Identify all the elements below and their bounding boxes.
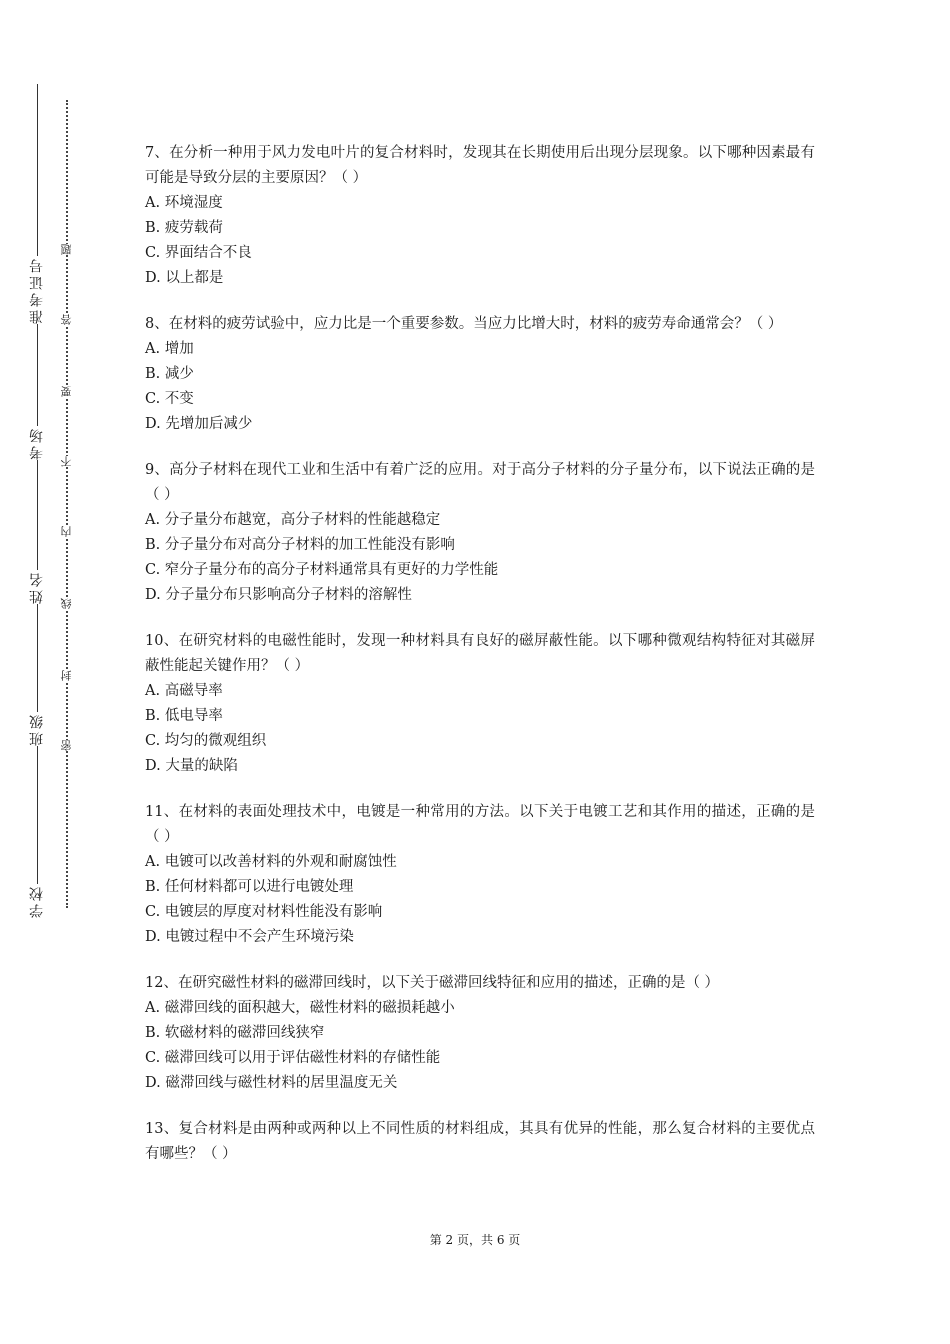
option-d: D. 磁滞回线与磁性材料的居里温度无关 (145, 1075, 398, 1091)
option-c: C. 磁滞回线可以用于评估磁性材料的存储性能 (145, 1050, 441, 1066)
seal-char: 封 (60, 670, 73, 681)
class-label: 班级 (24, 712, 50, 746)
option-b: B. 分子量分布对高分子材料的加工性能没有影响 (145, 537, 455, 553)
question-stem: 11、在材料的表面处理技术中，电镀是一种常用的方法。以下关于电镀工艺和其作用的描述，正确的是（ ） (145, 804, 815, 845)
option-b: B. 任何材料都可以进行电镀处理 (145, 879, 354, 895)
school-label: 学校 (24, 884, 50, 918)
question-stem: 9、高分子材料在现代工业和生活中有着广泛的应用。对于高分子材料的分子量分布，以下说法正确的是（ ） (145, 462, 815, 503)
question-stem: 7、在分析一种用于风力发电叶片的复合材料时，发现其在长期使用后出现分层现象。以下哪种因素最有可能是导致分层的主要原因？（ ） (145, 145, 815, 186)
seal-char: 答 (60, 314, 73, 325)
question-stem: 8、在材料的疲劳试验中，应力比是一个重要参数。当应力比增大时，材料的疲劳寿命通常会？（ ） (145, 316, 783, 332)
option-a: A. 分子量分布越宽，高分子材料的性能越稳定 (145, 512, 441, 528)
option-a: A. 高磁导率 (145, 683, 223, 699)
option-d: D. 分子量分布只影响高分子材料的溶解性 (145, 587, 412, 603)
question-11 (145, 800, 815, 950)
seal-char: 内 (60, 526, 73, 537)
question-9 (145, 458, 815, 608)
option-c: C. 窄分子量分布的高分子材料通常具有更好的力学性能 (145, 562, 499, 578)
option-b: B. 软磁材料的磁滞回线狭窄 (145, 1025, 325, 1041)
option-c: C. 界面结合不良 (145, 245, 252, 261)
name-label: 姓名 (24, 570, 50, 604)
question-list (145, 141, 815, 1188)
seal-char: 线 (60, 598, 73, 609)
option-d: D. 大量的缺陷 (145, 758, 238, 774)
question-10 (145, 629, 815, 779)
exam-room-label: 考场 (24, 426, 50, 460)
question-stem: 13、复合材料是由两种或两种以上不同性质的材料组成，其具有优异的性能，那么复合材料的主要优点有哪些？（ ） (145, 1121, 815, 1162)
option-d: D. 以上都是 (145, 270, 224, 286)
question-8 (145, 312, 815, 437)
seal-char: 要 (60, 386, 73, 397)
option-b: B. 疲劳载荷 (145, 220, 223, 236)
option-a: A. 磁滞回线的面积越大，磁性材料的磁损耗越小 (145, 1000, 455, 1016)
seal-char: 题 (60, 244, 73, 255)
option-b: B. 低电导率 (145, 708, 223, 724)
binding-solid-line (37, 84, 38, 910)
binding-dotted-line (66, 100, 68, 908)
option-c: C. 不变 (145, 391, 194, 407)
option-c: C. 均匀的微观组织 (145, 733, 267, 749)
seal-char: 密 (60, 740, 73, 751)
question-stem: 12、在研究磁性材料的磁滞回线时，以下关于磁滞回线特征和应用的描述，正确的是（ ） (145, 975, 720, 991)
option-a: A. 电镀可以改善材料的外观和耐腐蚀性 (145, 854, 397, 870)
option-a: A. 环境湿度 (145, 195, 223, 211)
binding-margin (0, 0, 90, 1344)
question-stem: 10、在研究材料的电磁性能时，发现一种材料具有良好的磁屏蔽性能。以下哪种微观结构特征对其磁屏蔽性能起关键作用？（ ） (145, 633, 815, 674)
option-b: B. 减少 (145, 366, 194, 382)
option-d: D. 电镀过程中不会产生环境污染 (145, 929, 354, 945)
question-7 (145, 141, 815, 291)
exam-number-label: 准考证号 (24, 256, 50, 324)
page-footer: 第 2 页，共 6 页 (429, 1233, 521, 1247)
question-12 (145, 971, 815, 1096)
option-d: D. 先增加后减少 (145, 416, 253, 432)
seal-char: 不 (60, 456, 73, 467)
option-c: C. 电镀层的厚度对材料性能没有影响 (145, 904, 383, 920)
question-13 (145, 1117, 815, 1167)
option-a: A. 增加 (145, 341, 194, 357)
